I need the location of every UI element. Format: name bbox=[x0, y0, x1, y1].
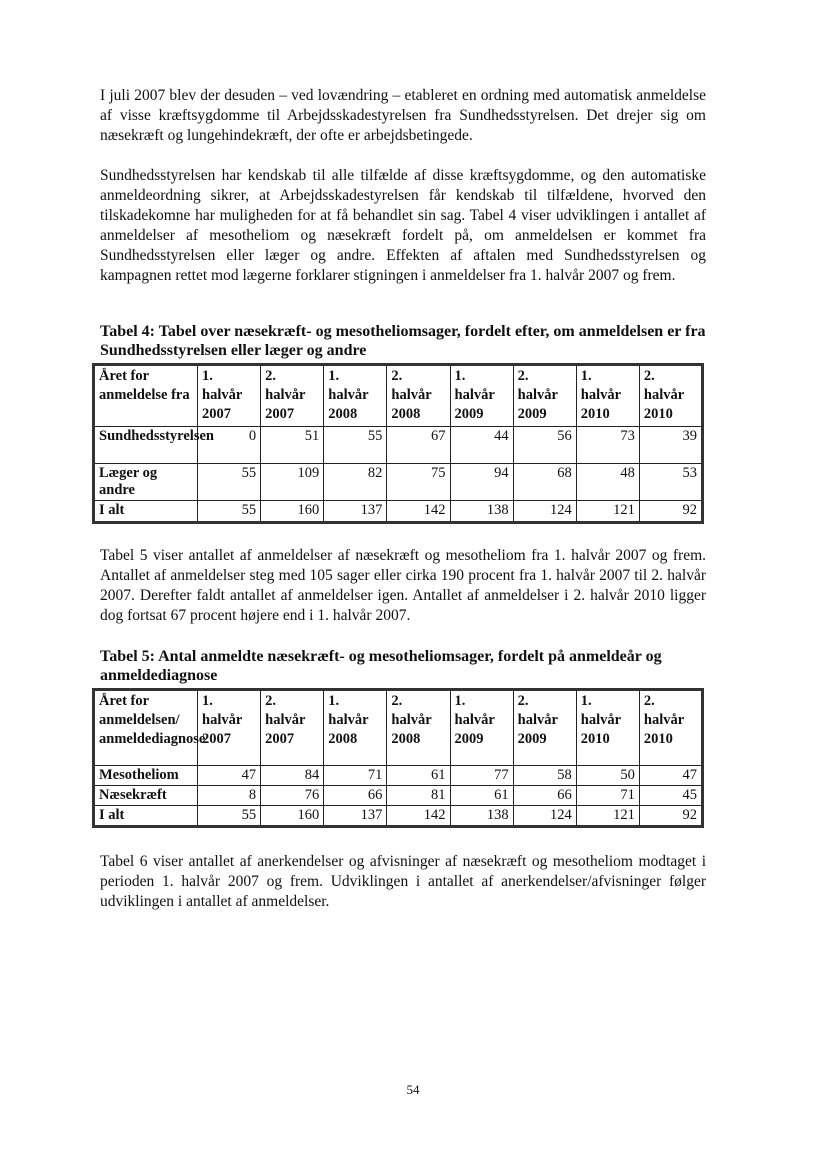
table-cell: 82 bbox=[324, 464, 387, 501]
table-cell: 61 bbox=[450, 786, 513, 806]
table-cell: 66 bbox=[513, 786, 576, 806]
table-row bbox=[94, 786, 703, 806]
table-cell: 92 bbox=[639, 501, 702, 523]
table-cell: 84 bbox=[261, 766, 324, 786]
row-label: Læger og andre bbox=[94, 464, 198, 501]
column-header: 1. halvår 2008 bbox=[324, 365, 387, 427]
table-header-row bbox=[94, 365, 703, 427]
table-cell: 137 bbox=[324, 806, 387, 827]
page-number: 54 bbox=[406, 1082, 420, 1097]
table-cell: 67 bbox=[387, 427, 450, 464]
table-row bbox=[94, 766, 703, 786]
table-5-caption: Tabel 5: Antal anmeldte næsekræft- og mesotheliomsager, fordelt på anmeldeår og anmeldediagnose bbox=[100, 648, 662, 684]
table-cell: 92 bbox=[639, 806, 702, 827]
table-cell: 77 bbox=[450, 766, 513, 786]
column-header: 1. halvår 2007 bbox=[198, 690, 261, 766]
column-header: 2. halvår 2009 bbox=[513, 365, 576, 427]
table-cell: 55 bbox=[198, 464, 261, 501]
table-cell: 75 bbox=[387, 464, 450, 501]
table-cell: 55 bbox=[198, 501, 261, 523]
table-5 bbox=[92, 688, 704, 828]
table-cell: 137 bbox=[324, 501, 387, 523]
table-cell: 121 bbox=[576, 501, 639, 523]
table-cell: 55 bbox=[324, 427, 387, 464]
row-label: Mesotheliom bbox=[94, 766, 198, 786]
table-cell: 71 bbox=[324, 766, 387, 786]
column-header: 1. halvår 2009 bbox=[450, 365, 513, 427]
table-cell: 124 bbox=[513, 501, 576, 523]
column-header: 2. halvår 2008 bbox=[387, 690, 450, 766]
table-4 bbox=[92, 363, 704, 524]
table-cell: 68 bbox=[513, 464, 576, 501]
paragraph-intro: I juli 2007 blev der desuden – ved lovændring – etableret en ordning med automatisk anmeldelse af visse kræftsygdomme til Arbejdsskadestyrelsen fra Sundhedsstyrelsen. Det drejer sig om næsekræft og lungehindekræft, der ofte er arbejdsbetingede. bbox=[100, 87, 706, 144]
table-cell: 142 bbox=[387, 501, 450, 523]
paragraph-table-5-description: Tabel 5 viser antallet af anmeldelser af næsekræft og mesotheliom fra 1. halvår 2007 og frem. Antallet af anmeldelser steg med 105 sager eller cirka 190 procent fra 1. halvår 2007 til 2. halvår 2007. Derefter faldt antallet af anmeldelser igen. Antallet af anmeldelser i 2. halvår 2010 ligger dog fortsat 67 procent højere end i 1. halvår 2007. bbox=[100, 547, 706, 624]
table-cell: 55 bbox=[198, 806, 261, 827]
table-header-row bbox=[94, 690, 703, 766]
table-cell: 66 bbox=[324, 786, 387, 806]
table-cell: 142 bbox=[387, 806, 450, 827]
row-label: Sundhedsstyrelsen bbox=[94, 427, 198, 464]
table-cell: 160 bbox=[261, 501, 324, 523]
table-cell: 73 bbox=[576, 427, 639, 464]
column-header: 1. halvår 2008 bbox=[324, 690, 387, 766]
table-cell: 8 bbox=[198, 786, 261, 806]
row-label: I alt bbox=[94, 501, 198, 523]
table-4-caption: Tabel 4: Tabel over næsekræft- og mesotheliomsager, fordelt efter, om anmeldelsen er fra Sundhedsstyrelsen eller læger og andre bbox=[100, 323, 706, 359]
table-row bbox=[94, 427, 703, 464]
row-label: I alt bbox=[94, 806, 198, 827]
table-cell: 50 bbox=[576, 766, 639, 786]
column-header: 1. halvår 2007 bbox=[198, 365, 261, 427]
table-cell: 58 bbox=[513, 766, 576, 786]
table-cell: 94 bbox=[450, 464, 513, 501]
column-header: 1. halvår 2010 bbox=[576, 690, 639, 766]
column-header: 2. halvår 2010 bbox=[639, 690, 702, 766]
table-cell: 76 bbox=[261, 786, 324, 806]
table-cell: 56 bbox=[513, 427, 576, 464]
column-header: 1. halvår 2010 bbox=[576, 365, 639, 427]
table-row bbox=[94, 464, 703, 501]
table-cell: 53 bbox=[639, 464, 702, 501]
table-cell: 0 bbox=[198, 427, 261, 464]
column-header: 2. halvår 2010 bbox=[639, 365, 702, 427]
table-total-row bbox=[94, 806, 703, 827]
paragraph-sundhedsstyrelsen: Sundhedsstyrelsen har kendskab til alle tilfælde af disse kræftsygdomme, og den automatiske anmeldeordning sikrer, at Arbejdsskadestyrelsen får kendskab til tilfældene, hvorved den tilskadekomne har muligheden for at få behandlet sin sag. Tabel 4 viser udviklingen i antallet af anmeldelser af mesotheliom og næsekræft fordelt på, om anmeldelsen er kommet fra Sundhedsstyrelsen eller læger og andre. Effekten af aftalen med Sundhedsstyrelsen og kampagnen rettet mod lægerne forklarer stigningen i anmeldelser fra 1. halvår 2007 og frem. bbox=[100, 167, 706, 284]
column-header: 2. halvår 2007 bbox=[261, 690, 324, 766]
table-cell: 121 bbox=[576, 806, 639, 827]
table-cell: 71 bbox=[576, 786, 639, 806]
table-cell: 81 bbox=[387, 786, 450, 806]
column-header: 1. halvår 2009 bbox=[450, 690, 513, 766]
table-cell: 138 bbox=[450, 806, 513, 827]
table-cell: 47 bbox=[639, 766, 702, 786]
row-label: Næsekræft bbox=[94, 786, 198, 806]
table-cell: 39 bbox=[639, 427, 702, 464]
table-cell: 48 bbox=[576, 464, 639, 501]
table-cell: 138 bbox=[450, 501, 513, 523]
table-cell: 44 bbox=[450, 427, 513, 464]
table-cell: 47 bbox=[198, 766, 261, 786]
column-header: 2. halvår 2007 bbox=[261, 365, 324, 427]
table-total-row bbox=[94, 501, 703, 523]
table-cell: 45 bbox=[639, 786, 702, 806]
table-cell: 51 bbox=[261, 427, 324, 464]
table-corner-header: Året for anmeldelsen/ anmeldediagnose bbox=[94, 690, 198, 766]
column-header: 2. halvår 2008 bbox=[387, 365, 450, 427]
table-corner-header: Året for anmeldelse fra bbox=[94, 365, 198, 427]
paragraph-table-6-description: Tabel 6 viser antallet af anerkendelser og afvisninger af næsekræft og mesotheliom modtaget i perioden 1. halvår 2007 og frem. Udviklingen i antallet af anerkendelser/afvisninger følger udviklingen i antallet af anmeldelser. bbox=[100, 853, 706, 910]
table-cell: 124 bbox=[513, 806, 576, 827]
table-cell: 61 bbox=[387, 766, 450, 786]
table-cell: 160 bbox=[261, 806, 324, 827]
column-header: 2. halvår 2009 bbox=[513, 690, 576, 766]
table-cell: 109 bbox=[261, 464, 324, 501]
